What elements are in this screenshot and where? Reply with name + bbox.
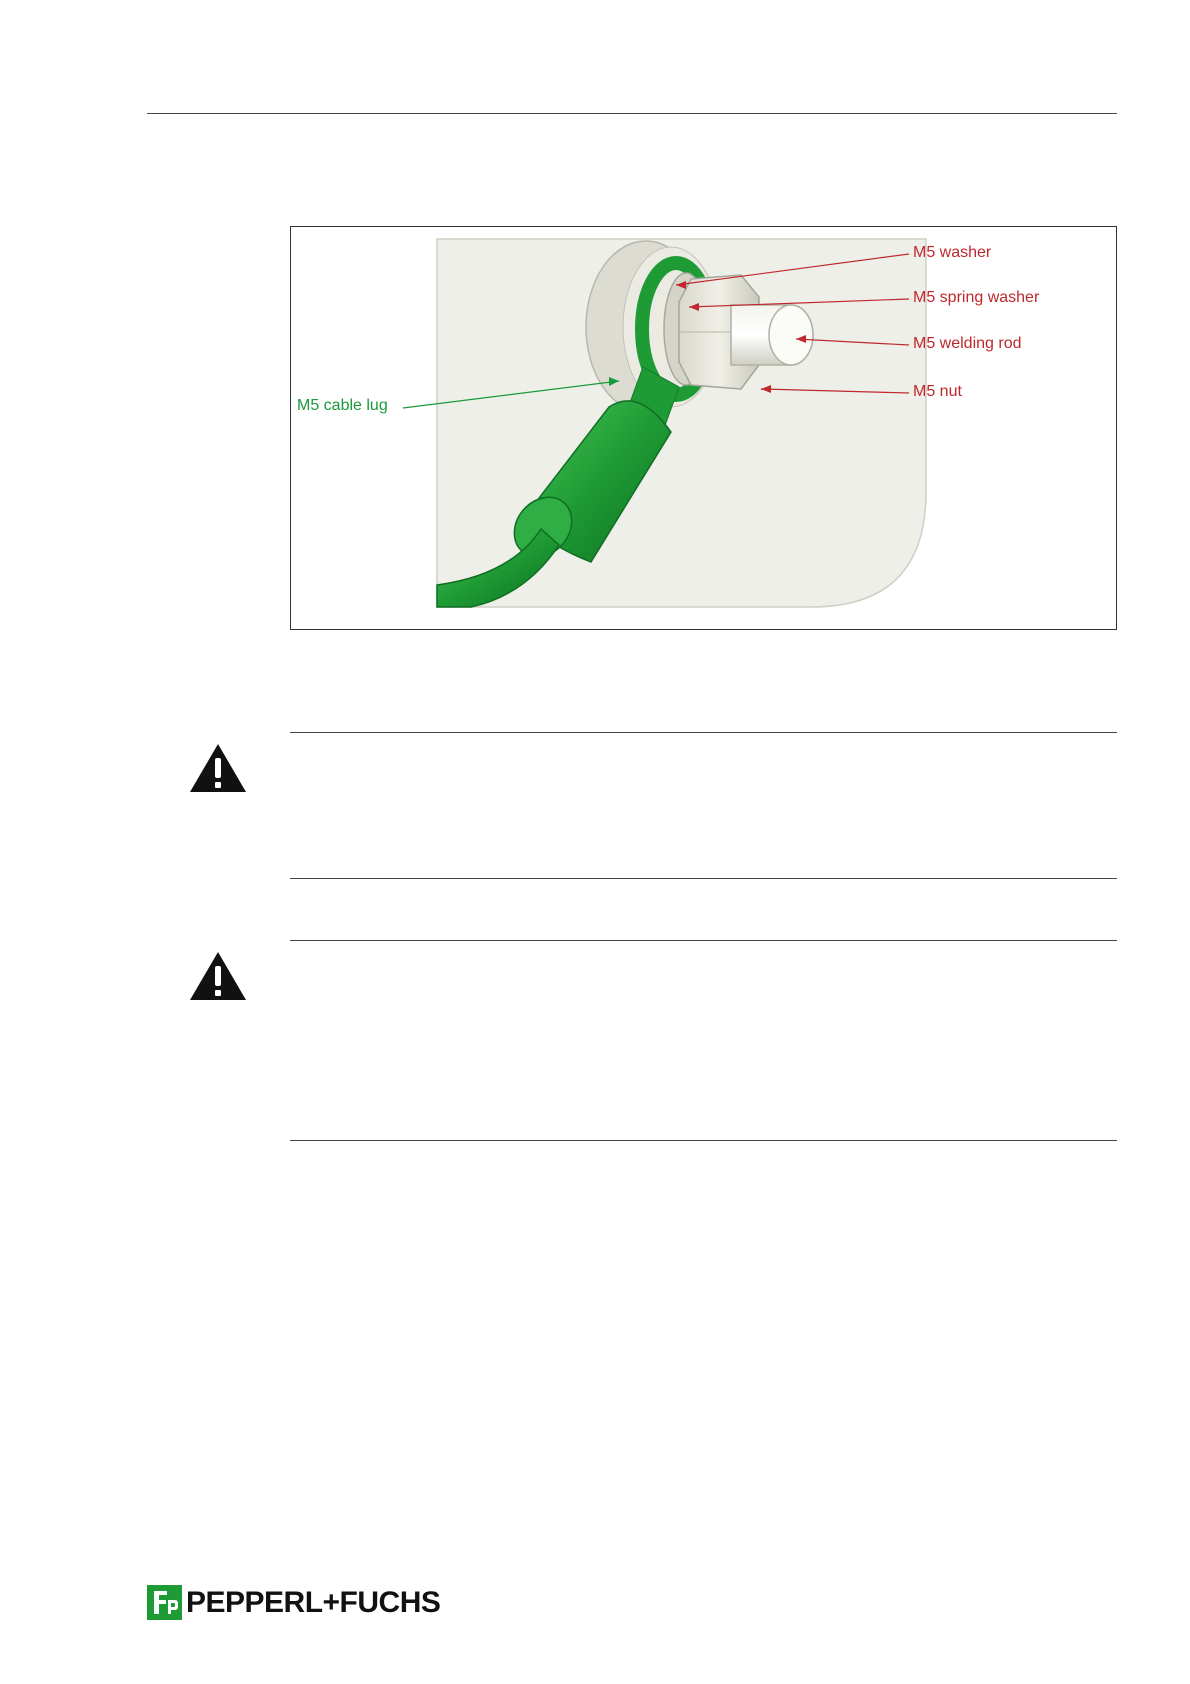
grounding-figure: [290, 226, 1117, 630]
warning-1-bottom-rule: [290, 878, 1117, 879]
label-m5-washer: M5 washer: [913, 244, 992, 261]
warning-1-top-rule: [290, 732, 1117, 733]
pf-logo-icon: [147, 1585, 182, 1620]
grounding-illustration: [291, 227, 1118, 631]
pepperl-fuchs-logo: [147, 1585, 440, 1620]
warning-2-bottom-rule: [290, 1140, 1117, 1141]
warning-2-top-rule: [290, 940, 1117, 941]
brand-name: PEPPERL+FUCHS: [186, 1585, 441, 1619]
header-rule: [147, 113, 1117, 114]
label-m5-cable-lug: M5 cable lug: [297, 397, 388, 414]
label-m5-spring-washer: M5 spring washer: [913, 289, 1040, 306]
label-m5-welding-rod: M5 welding rod: [913, 335, 1022, 352]
warning-triangle-icon: [188, 950, 248, 1002]
label-m5-nut: M5 nut: [913, 383, 962, 400]
warning-triangle-icon: [188, 742, 248, 794]
